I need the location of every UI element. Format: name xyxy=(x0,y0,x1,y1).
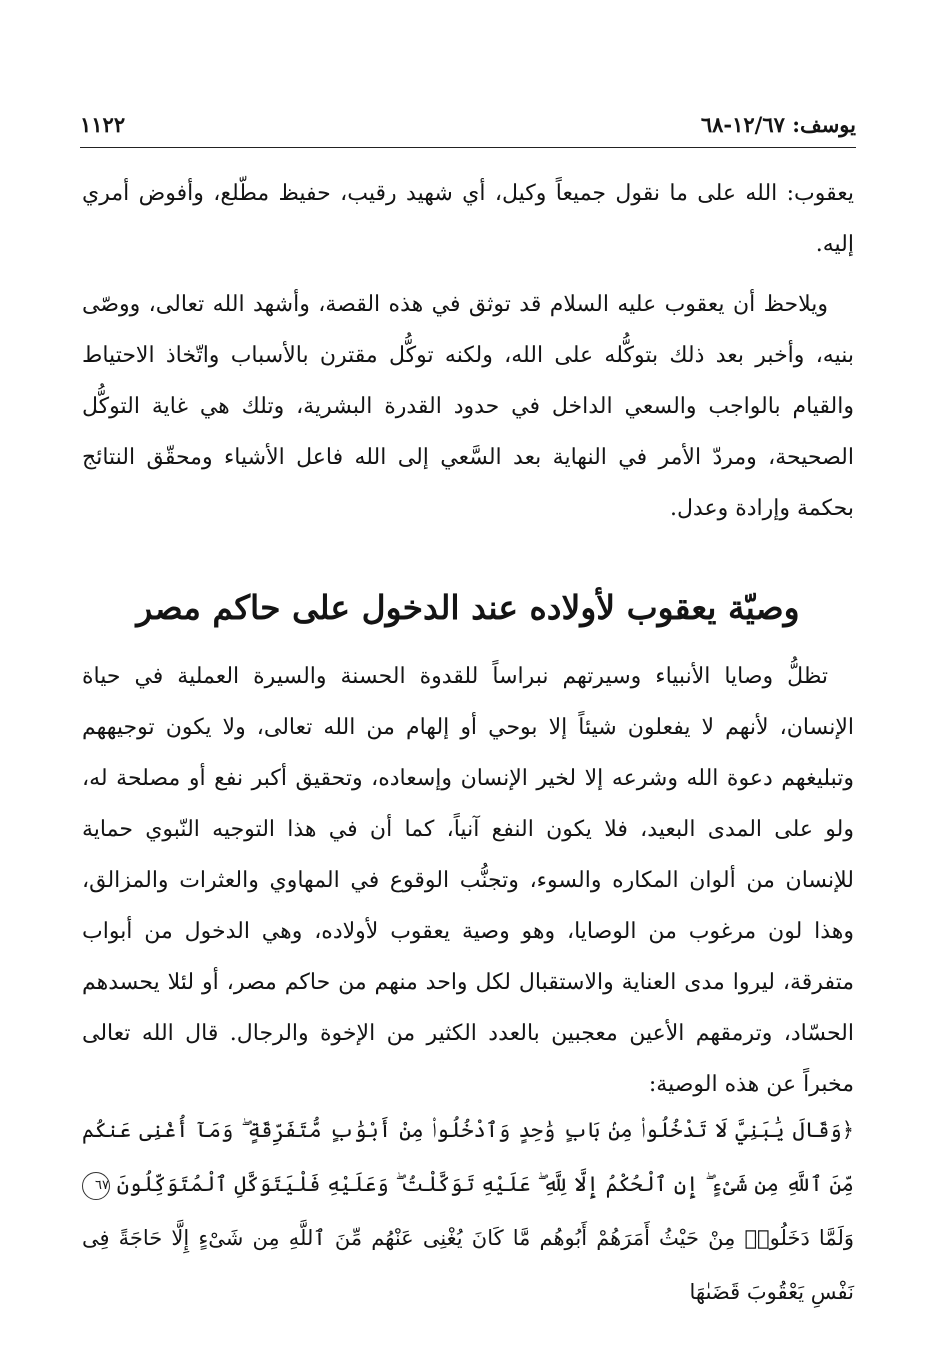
header-divider xyxy=(80,147,856,148)
page-number: ١١٢٢ xyxy=(80,112,126,137)
section-heading: وصيّة يعقوب لأولاده عند الدخول على حاكم مصر xyxy=(136,588,800,627)
running-title: يوسف: ١٢/٦٧-٦٨ xyxy=(700,112,856,137)
page-header xyxy=(80,108,856,148)
section-paragraph: تظلُّ وصايا الأنبياء وسيرتهم نبراساً للقدوة الحسنة والسيرة العملية في حياة الإنسان، لأنهم لا يفعلون شيئاً إلا بوحي أو إلهام من الله تعالى، ولا يكون توجيههم وتبليغهم دعوة الله وشرعه إلا لخير الإنسان وإسعاده، وتحقيق أكبر نفع أو مصلحة له، ولو على المدى البعيد، فلا يكون النفع آنياً، كما أن في هذا التوجيه النّبوي حماية للإنسان من ألوان المكاره والسوء، وتجنُّب الوقوع في المهاوي والعثرات والمزالق، وهذا لون مرغوب من الوصايا، وهو وصية يعقوب لأولاده، وهي الدخول من أبواب متفرقة، ليروا مدى العناية والاستقبال لكل واحد منهم من حاكم مصر، أو لئلا يحسدهم الحسّاد، وترمقهم الأعين معجبين بالعدد الكثير من الإخوة والرجال. قال الله تعالى مخبراً عن هذه الوصية: xyxy=(82,664,854,1097)
ayah-number-marker: ٦٧ xyxy=(82,1172,110,1200)
paragraph-continuation: يعقوب: الله على ما نقول جميعاً وكيل، أي شهيد رقيب، حفيظ مطّلع، وأفوض أمري إليه. xyxy=(82,181,854,257)
quran-verse-68: وَلَمَّا دَخَلُوا۟ مِنْ حَيْثُ أَمَرَهُمْ أَبُوهُم مَّا كَانَ يُغْنِى عَنْهُم مِّنَ ٱللَّهِ مِن شَىْءٍ إِلَّا حَاجَةً فِى نَفْسِ يَعْقُوبَ قَضَىٰهَا xyxy=(82,1226,854,1304)
quran-verses xyxy=(82,1103,854,1319)
quran-verse-67: ﴿وَقَالَ يَٰبَنِيَّ لَا تَدْخُلُوا۟ مِنۢ بَابٍ وَٰحِدٍ وَٱدْخُلُوا۟ مِنْ أَبْوَٰبٍ مُّتَفَرِّقَةٍ ۖ وَمَآ أُغْنِى عَنكُم مِّنَ ٱللَّهِ مِن شَىْءٍ ۖ إِنِ ٱلْحُكْمُ إِلَّا لِلَّهِ ۖ عَلَيْهِ تَوَكَّلْتُ ۖ وَعَلَيْهِ فَلْيَتَوَكَّلِ ٱلْمُتَوَكِّلُونَ xyxy=(82,1118,854,1196)
paragraph-commentary: ويلاحظ أن يعقوب عليه السلام قد توثق في هذه القصة، وأشهد الله تعالى، ووصّى بنيه، وأخبر بعد ذلك بتوكُّله على الله، ولكنه توكُّل مقترن بالأسباب واتّخاذ الاحتياط والقيام بالواجب والسعي الداخل في حدود القدرة البشرية، وتلك هي غاية التوكُّل الصحيحة، ومردّ الأمر في النهاية بعد السَّعي إلى الله فاعل الأشياء ومحقّق النتائج بحكمة وإرادة وعدل. xyxy=(82,292,854,521)
